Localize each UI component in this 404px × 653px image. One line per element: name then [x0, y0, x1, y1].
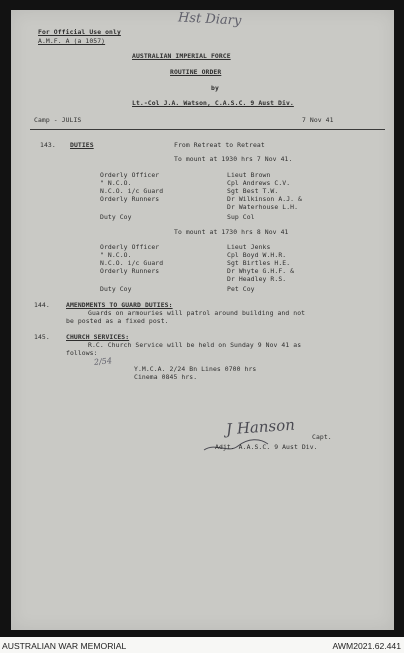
by-line: by: [211, 84, 219, 92]
duty-name: Cpl Boyd W.H.R.: [227, 251, 287, 259]
duty-name: Cpl Andrews C.V.: [227, 179, 291, 187]
duty-name: Dr Headley R.S.: [227, 275, 287, 283]
section-145-number: 145.: [34, 333, 50, 341]
duty-role: Duty Coy: [100, 213, 132, 221]
camp-label: Camp - JULIS: [34, 116, 82, 124]
duty-name: Lieut Jenks: [227, 243, 271, 251]
issuer-line: Lt.-Col J.A. Watson, C.A.S.C. 9 Aust Div.: [132, 99, 294, 107]
section-144-line2: be posted as a fixed post.: [66, 317, 169, 325]
duty-name: Sgt Birtles H.E.: [227, 259, 291, 267]
duty-role: Orderly Officer: [100, 243, 160, 251]
classification-line-2: A.M.F. A (a 1057): [38, 37, 106, 45]
date-label: 7 Nov 41: [302, 116, 334, 124]
duty-role: Orderly Runners: [100, 267, 160, 275]
handwritten-title: Hst Diary: [177, 10, 242, 29]
service-line-1: Y.M.C.A. 2/24 Bn Lines 0700 hrs: [134, 365, 257, 373]
duty-name: Sup Col: [227, 213, 255, 221]
duty-role: Orderly Officer: [100, 171, 160, 179]
service-line-2: Cinema 0845 hrs.: [134, 373, 198, 381]
duty-name: Sgt Best T.W.: [227, 187, 279, 195]
header-rule: [30, 129, 385, 130]
signatory-title: Adjt. A.A.S.C. 9 Aust Div.: [215, 443, 318, 451]
duty-name: Dr Wilkinson A.J. &: [227, 195, 303, 203]
block2-mount: To mount at 1730 hrs 8 Nov 41: [174, 228, 289, 236]
duty-role: " N.C.O.: [100, 179, 132, 187]
document-title: ROUTINE ORDER: [170, 68, 222, 76]
duty-role: N.C.O. i/c Guard: [100, 259, 164, 267]
block1-mount: To mount at 1930 hrs 7 Nov 41.: [174, 155, 293, 163]
section-143-number: 143.: [40, 141, 56, 149]
organization-heading: AUSTRALIAN IMPERIAL FORCE: [132, 52, 231, 60]
footer-institution: AUSTRALIAN WAR MEMORIAL: [2, 641, 127, 651]
duty-role: " N.C.O.: [100, 251, 132, 259]
section-143-heading: DUTIES: [70, 141, 94, 149]
section-145-heading: CHURCH SERVICES:: [66, 333, 130, 341]
duty-role: N.C.O. i/c Guard: [100, 187, 164, 195]
duty-role: Orderly Runners: [100, 195, 160, 203]
handwritten-signature: J Hanson: [225, 415, 296, 439]
duty-name: Dr Waterhouse L.H.: [227, 203, 299, 211]
section-144-line1: Guards on armouries will patrol around building and not: [88, 309, 306, 317]
section-145-line1: R.C. Church Service will be held on Sunday 9 Nov 41 as: [88, 341, 302, 349]
section-145-line2: follows:: [66, 349, 98, 357]
section-144-number: 144.: [34, 301, 50, 309]
duty-role: Duty Coy: [100, 285, 132, 293]
signatory-rank: Capt.: [312, 433, 332, 441]
footer-accession-number: AWM2021.62.441: [332, 641, 401, 651]
section-144-heading: AMENDMENTS TO GUARD DUTIES:: [66, 301, 173, 309]
margin-note: 2/54: [93, 356, 113, 367]
duty-name: Dr Whyte G.H.F. &: [227, 267, 295, 275]
classification-line-1: For Official Use only: [38, 28, 121, 36]
duty-name: Pet Coy: [227, 285, 255, 293]
duty-name: Lieut Brown: [227, 171, 271, 179]
section-143-subheading: From Retreat to Retreat: [174, 141, 265, 149]
